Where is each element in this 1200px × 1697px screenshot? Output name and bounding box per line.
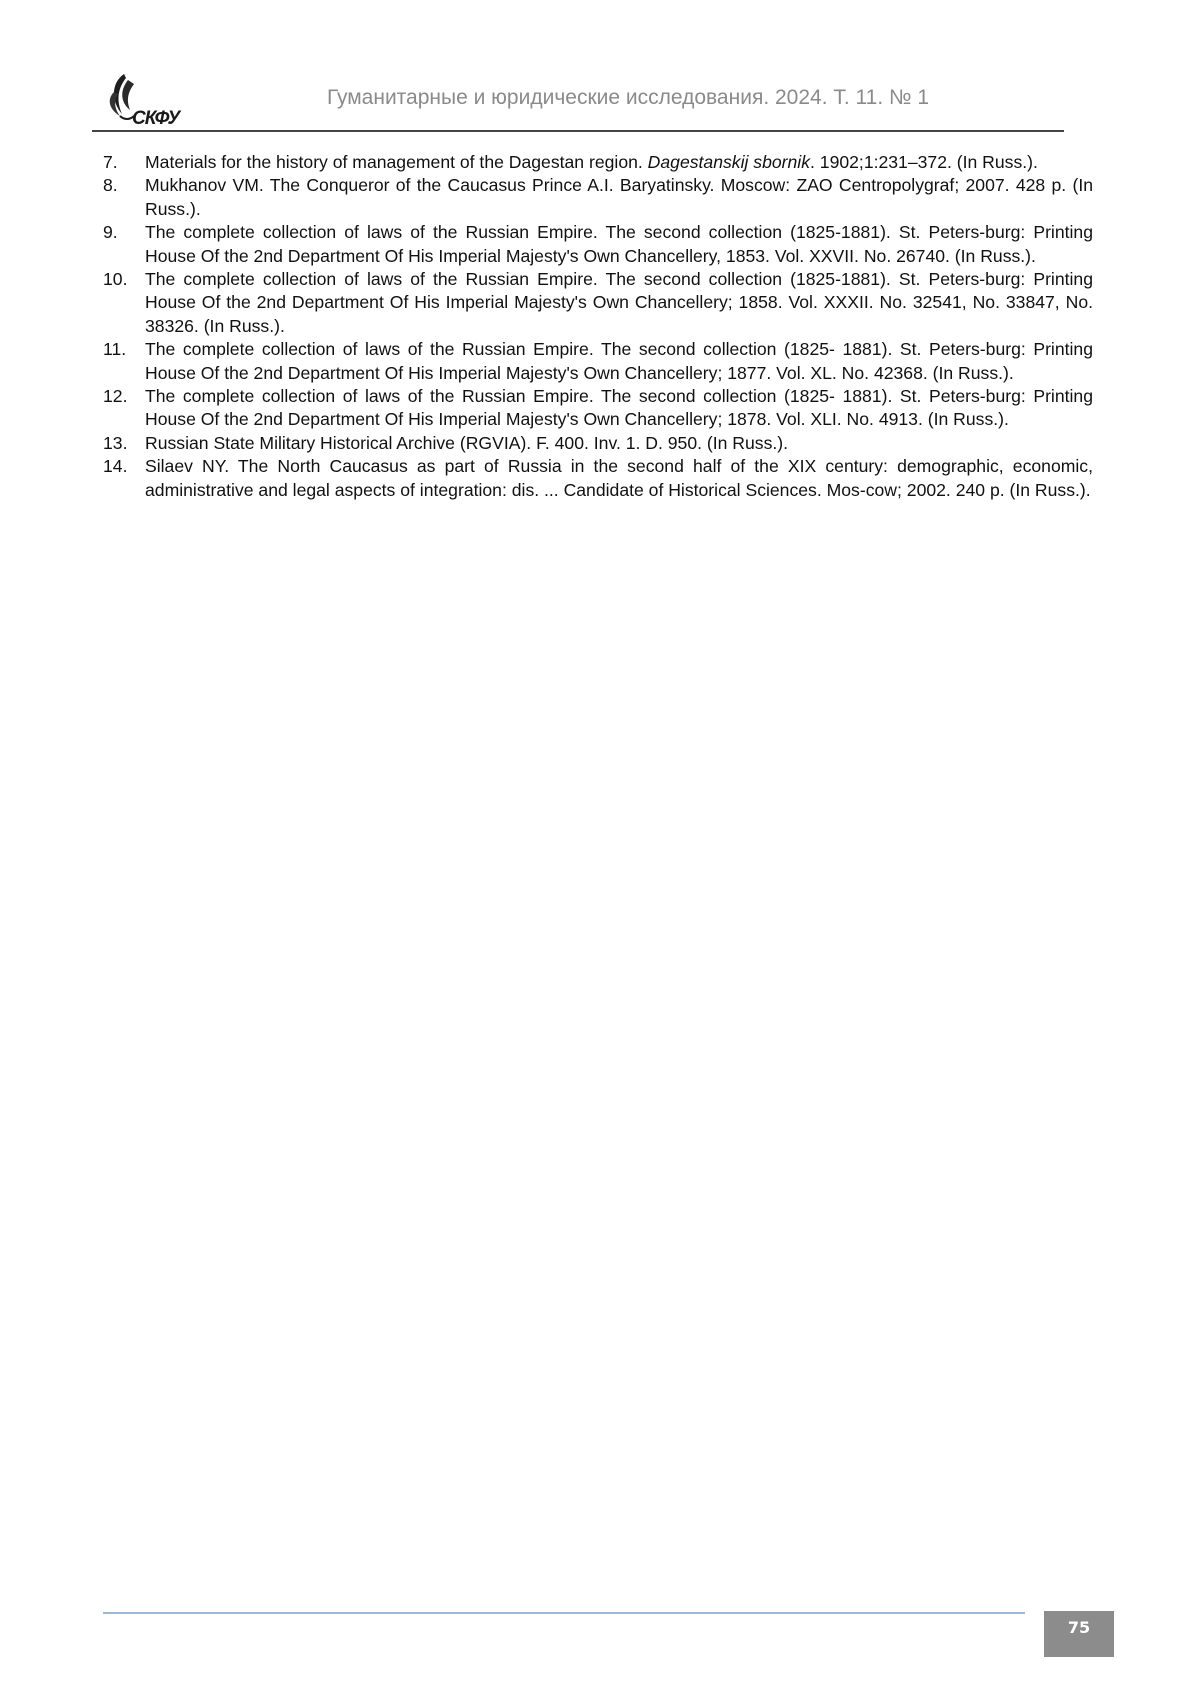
reference-number: 14. [103, 456, 128, 477]
reference-text: The complete collection of laws of the Russian Empire. The second collection (1825-1881). St. Peters-burg: Printing House Of the 2nd Department Of His Imperial Majesty's Own Chancellery; 1858. Vol. XXXII. No. 32541, No. 33847, No. 38326. (In Russ.). [145, 269, 1093, 336]
reference-text: The complete collection of laws of the Russian Empire. The second collection (1825- 1881). St. Peters-burg: Printing House Of the 2nd Department Of His Imperial Majesty's Own Chancellery; 1878. Vol. XLI. No. 4913. (In Russ.). [145, 386, 1093, 430]
reference-item [103, 432, 1093, 455]
reference-number: 7. [103, 152, 118, 172]
reference-source-italic: Dagestanskij sbornik [647, 152, 811, 172]
reference-item [103, 151, 1093, 174]
reference-item [103, 221, 1093, 268]
reference-text-tail: . 1902;1:231–372. (In Russ.). [810, 152, 1038, 172]
reference-number: 13. [103, 432, 128, 453]
reference-text: The complete collection of laws of the Russian Empire. The second collection (1825-1881). St. Peters-burg: Printing House Of the 2nd Department Of His Imperial Majesty's Own Chancellery, 1853. Vol. XXVII. No. 26740. (In Russ.). [145, 222, 1093, 266]
university-logo [102, 70, 182, 132]
reference-text: Mukhanov VM. The Conqueror of the Caucasus Prince A.I. Baryatinsky. Moscow: ZAO Centropolygraf; 2007. 428 p. (In Russ.). [145, 175, 1093, 219]
reference-text: Materials for the history of management of the Dagestan region. [145, 152, 648, 172]
logo-text: СКФУ [132, 108, 180, 129]
footer-divider [103, 1612, 1025, 1614]
reference-item [103, 385, 1093, 432]
reference-list [103, 151, 1093, 502]
header-divider [92, 130, 1064, 132]
reference-number: 9. [103, 222, 118, 243]
reference-item [103, 268, 1093, 338]
reference-item [103, 338, 1093, 385]
reference-text: Russian State Military Historical Archive (RGVIA). F. 400. Inv. 1. D. 950. (In Russ.). [145, 432, 789, 453]
page-number: 75 [1044, 1611, 1114, 1657]
page-header [92, 68, 1092, 132]
reference-number: 8. [103, 175, 118, 196]
reference-number: 12. [103, 386, 128, 407]
reference-item [103, 455, 1093, 502]
reference-number: 11. [103, 339, 127, 360]
reference-number: 10. [103, 269, 128, 290]
journal-title: Гуманитарные и юридические исследования. 2024. Т. 11. № 1 [327, 86, 930, 109]
reference-item [103, 174, 1093, 221]
reference-text: The complete collection of laws of the Russian Empire. The second collection (1825- 1881). St. Peters-burg: Printing House Of the 2nd Department Of His Imperial Majesty's Own Chancellery; 1877. Vol. XL. No. 42368. (In Russ.). [145, 339, 1093, 383]
reference-text: Silaev NY. The North Caucasus as part of Russia in the second half of the XIX century: demographic, economic, administrative and legal aspects of integration: dis. ... Candidate of Historical Sciences. Mos-cow; 2002. 240 p. (In Russ.). [145, 456, 1093, 500]
